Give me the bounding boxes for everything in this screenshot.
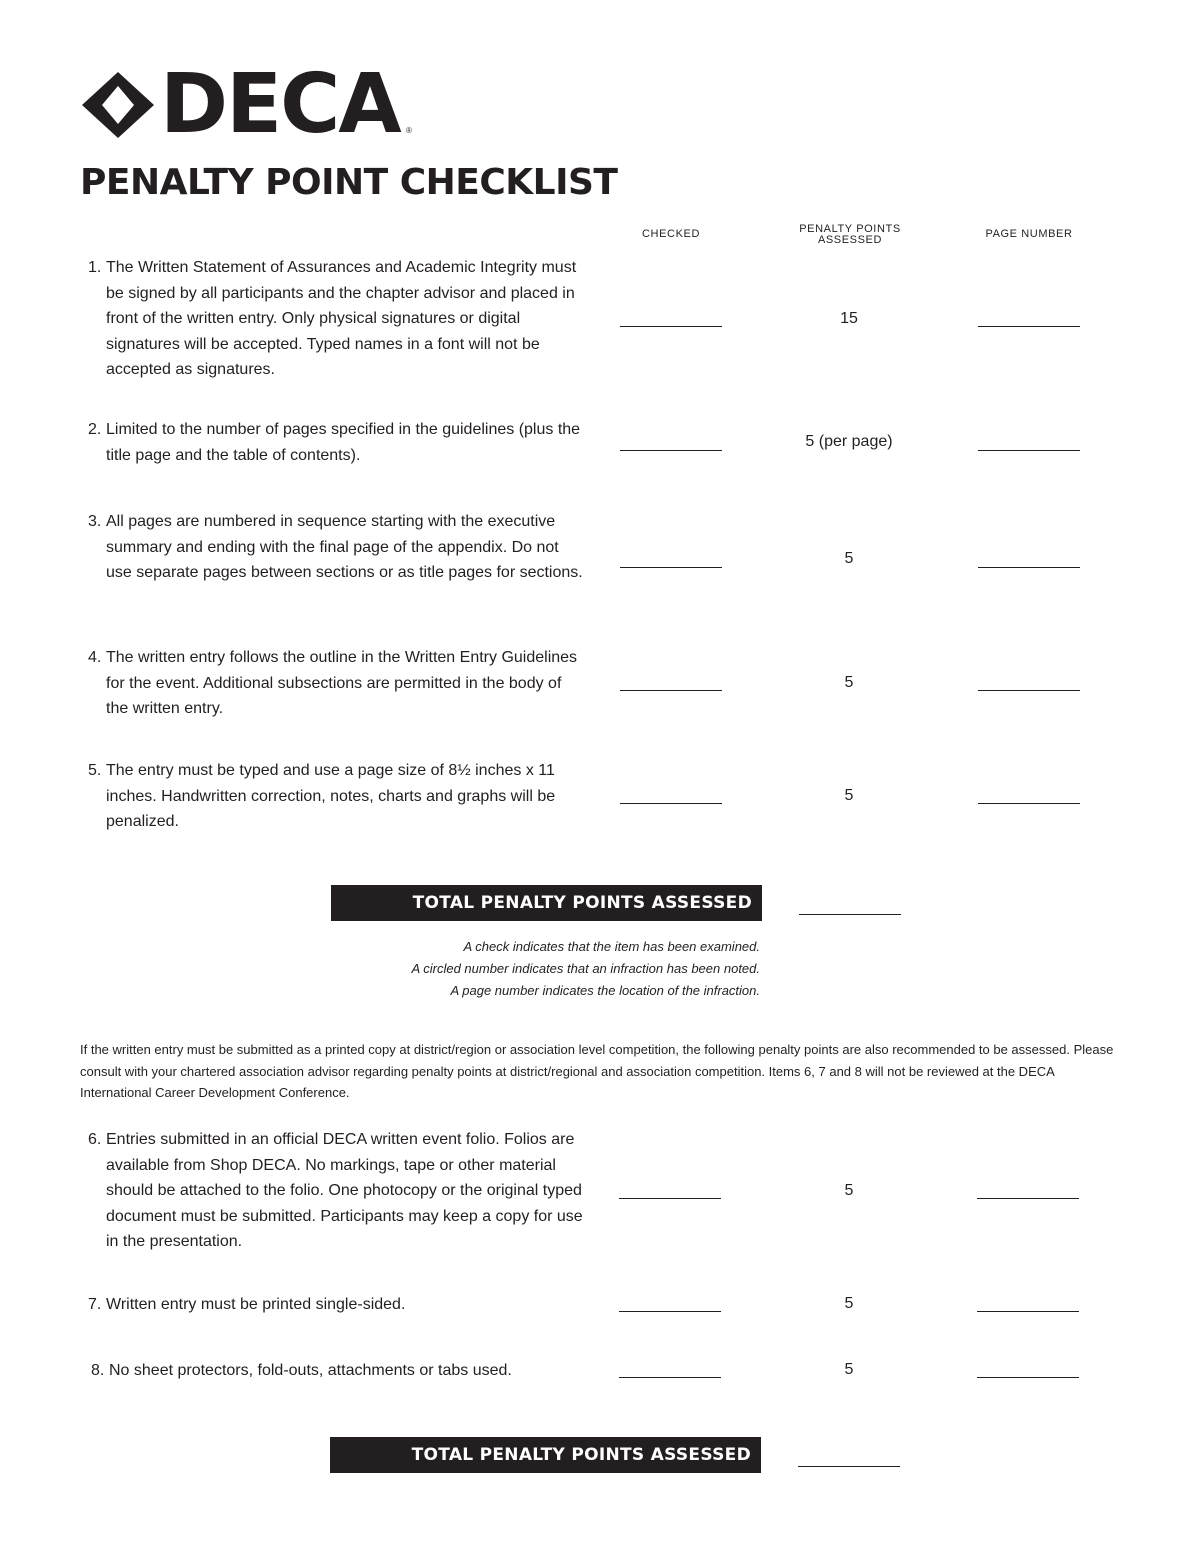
page-number-blank[interactable] xyxy=(977,1377,1079,1378)
item-number: 3. xyxy=(88,513,102,530)
checklist-item xyxy=(88,1292,588,1318)
item-text: No sheet protectors, fold-outs, attachments or tabs used. xyxy=(109,1362,512,1379)
penalty-points-value: 5 xyxy=(844,1295,854,1312)
penalty-points-value: 5 xyxy=(844,674,854,691)
item-number: 2. xyxy=(88,421,102,438)
checked-blank[interactable] xyxy=(619,1377,721,1378)
column-penalty-points: PENALTY POINTS ASSESSED xyxy=(799,223,901,246)
page-number-blank[interactable] xyxy=(978,803,1080,804)
penalty-points-value: 5 xyxy=(844,1182,854,1199)
checklist-item xyxy=(88,1127,588,1255)
trademark: ® xyxy=(406,126,412,135)
item-text: The written entry follows the outline in the Written Entry Guidelines for the event. Additional subsections are permitted in the body of the written entry. xyxy=(106,649,578,718)
page-number-blank[interactable] xyxy=(978,567,1080,568)
checklist-item xyxy=(88,645,588,722)
checked-blank[interactable] xyxy=(619,1311,721,1312)
item-text: Limited to the number of pages specified in the guidelines (plus the title page and the table of contents). xyxy=(106,421,581,464)
deca-logo xyxy=(80,57,420,152)
legend-note: A check indicates that the item has been examined. xyxy=(463,939,760,954)
checklist-item xyxy=(88,255,588,383)
page-title: PENALTY POINT CHECKLIST xyxy=(80,162,618,203)
total-penalty-points-blank[interactable] xyxy=(799,914,901,915)
penalty-points-value: 5 xyxy=(844,550,854,567)
checklist-item xyxy=(88,758,588,835)
checked-blank[interactable] xyxy=(620,450,722,451)
item-text: The Written Statement of Assurances and Academic Integrity must be signed by all participants and the chapter advisor and placed in front of the written entry. Only physical signatures or digital signatures will be accepted. Typed names in a font will not be accepted as signatures. xyxy=(106,259,577,379)
checked-blank[interactable] xyxy=(619,1198,721,1199)
checked-blank[interactable] xyxy=(620,803,722,804)
penalty-points-value: 5 xyxy=(844,787,854,804)
penalty-points-value: 5 (per page) xyxy=(805,433,893,450)
checklist-item xyxy=(91,1358,591,1384)
checked-blank[interactable] xyxy=(620,690,722,691)
item-text: All pages are numbered in sequence starting with the executive summary and ending with the final page of the appendix. Do not use separate pages between sections or as title pages for sections. xyxy=(106,513,583,582)
page-number-blank[interactable] xyxy=(978,450,1080,451)
item-text: Written entry must be printed single-sided. xyxy=(106,1296,406,1313)
item-number: 5. xyxy=(88,762,102,779)
column-page-number: PAGE NUMBER xyxy=(985,228,1073,240)
page-number-blank[interactable] xyxy=(977,1311,1079,1312)
total-penalty-points-blank[interactable] xyxy=(798,1466,900,1467)
checked-blank[interactable] xyxy=(620,567,722,568)
item-text: Entries submitted in an official DECA written event folio. Folios are available from Shop DECA. No markings, tape or other material should be attached to the folio. One photocopy or the original typed document must be submitted. Participants may keep a copy for use in the presentation. xyxy=(106,1131,583,1251)
item-number: 6. xyxy=(88,1131,102,1148)
checked-blank[interactable] xyxy=(620,326,722,327)
checklist-item xyxy=(88,417,588,468)
item-number: 4. xyxy=(88,649,102,666)
legend-note: A circled number indicates that an infraction has been noted. xyxy=(411,961,760,976)
item-text: The entry must be typed and use a page size of 8½ inches x 11 inches. Handwritten correction, notes, charts and graphs will be penalized. xyxy=(106,762,556,831)
legend-note: A page number indicates the location of the infraction. xyxy=(450,983,760,998)
checklist-item xyxy=(88,509,588,586)
page-number-blank[interactable] xyxy=(978,690,1080,691)
page-number-blank[interactable] xyxy=(978,326,1080,327)
item-number: 1. xyxy=(88,259,102,276)
column-checked: CHECKED xyxy=(642,228,700,240)
total-penalty-points-label: TOTAL PENALTY POINTS ASSESSED xyxy=(331,885,762,921)
item-number: 8. xyxy=(91,1362,105,1379)
total-penalty-points-label: TOTAL PENALTY POINTS ASSESSED xyxy=(330,1437,761,1473)
printed-copy-note: If the written entry must be submitted as a printed copy at district/region or association level competition, the following penalty points are also recommended to be assessed. Please consult with your chartered association advisor regarding penalty points at district/regional and association competition. Items 6, 7 and 8 will not be reviewed at the DECA International Career Development Conference. xyxy=(80,1042,1114,1100)
penalty-points-value: 15 xyxy=(840,310,858,327)
page-number-blank[interactable] xyxy=(977,1198,1079,1199)
logo-text: DECA xyxy=(160,57,400,152)
diamond-icon xyxy=(80,70,156,140)
item-number: 7. xyxy=(88,1296,102,1313)
penalty-points-value: 5 xyxy=(844,1361,854,1378)
